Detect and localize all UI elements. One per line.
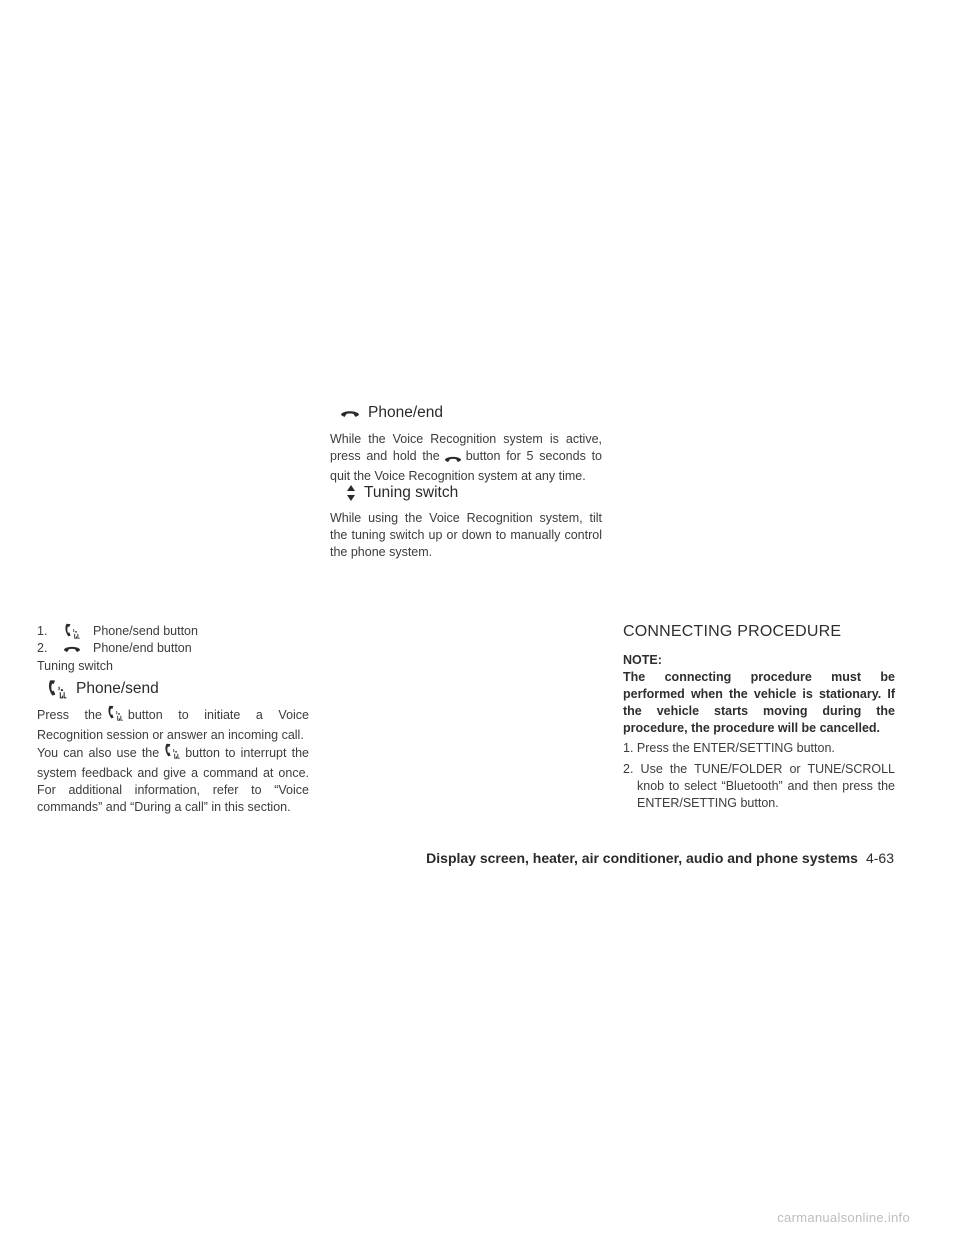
paragraph-tuning-switch: While using the Voice Recognition system, tilt the tuning switch up or down to manually control the phone system. xyxy=(330,511,602,559)
paragraph-phone-send-2: You can also use the button to interrupt the system feedback and give a command at once. For additional information, refer to “Voice commands” and “During a call” in this section. xyxy=(37,742,309,816)
heading-phone-end-text: Phone/end xyxy=(368,404,443,421)
step-item: 2. Use the TUNE/FOLDER or TUNE/SCROLL knob to select “Bluetooth” and then press the ENTER/SETTING button. xyxy=(623,762,895,810)
phone-end-icon xyxy=(444,451,462,468)
paragraph-phone-send-1: Press the button to initiate a Voice Recognition session or answer an incoming call. xyxy=(37,704,309,744)
step-item: 1. Press the ENTER/SETTING button. xyxy=(623,741,835,755)
note-text: The connecting procedure must be performed when the vehicle is stationary. If the vehicle starts moving during the procedure, the procedure will be cancelled. xyxy=(623,670,895,735)
phone-end-icon xyxy=(340,408,360,418)
chapter-title: Display screen, heater, air conditioner, audio and phone systems xyxy=(426,850,858,866)
list-item: 2. Phone/end button xyxy=(37,641,192,655)
phone-send-voice-icon xyxy=(163,742,181,765)
heading-phone-end xyxy=(340,404,443,422)
heading-phone-send xyxy=(46,678,159,700)
phone-send-voice-icon xyxy=(46,678,68,700)
heading-tuning-switch xyxy=(346,484,458,502)
page-number: 4-63 xyxy=(865,850,894,866)
watermark: carmanualsonline.info xyxy=(777,1210,910,1225)
heading-tuning-switch-text: Tuning switch xyxy=(364,484,459,501)
note-label: NOTE: xyxy=(623,653,662,667)
section-title: CONNECTING PROCEDURE xyxy=(623,623,842,640)
legend-list xyxy=(37,622,198,674)
page-footer xyxy=(426,850,894,866)
note-block xyxy=(623,652,895,737)
heading-phone-send-text: Phone/send xyxy=(76,680,159,697)
phone-end-icon xyxy=(51,644,93,653)
phone-send-voice-icon xyxy=(51,622,93,640)
tuning-switch-icon xyxy=(346,484,356,502)
list-item: 1. Phone/send button xyxy=(37,622,198,640)
list-item: Tuning switch xyxy=(37,658,113,673)
step-list xyxy=(623,740,895,812)
paragraph-phone-end: While the Voice Recognition system is active, press and hold the button for 5 seconds to quit the Voice Recognition system at any time. xyxy=(330,432,602,483)
phone-send-voice-icon xyxy=(106,704,124,727)
